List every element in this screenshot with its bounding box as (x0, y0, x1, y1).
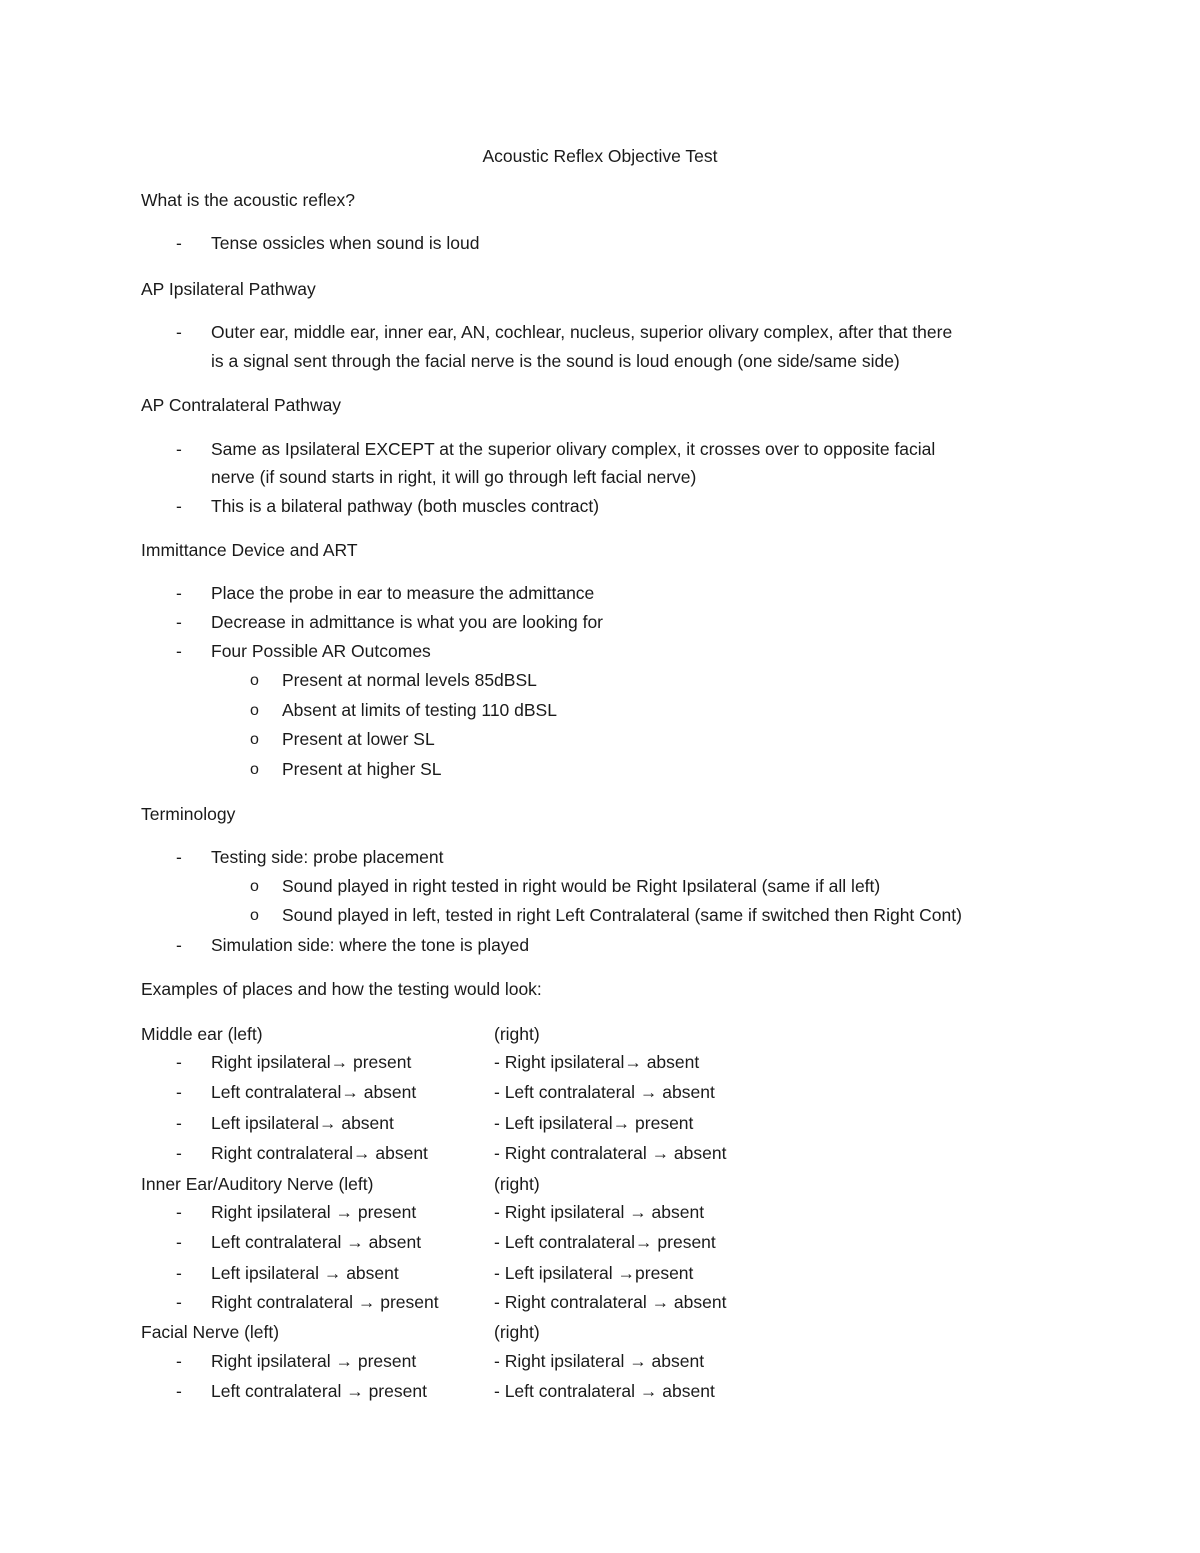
dash-bullet: - (176, 1381, 182, 1401)
sub-list-item: Sound played in right tested in right would be Right Ipsilateral (same if all left) (282, 876, 881, 896)
example-right-item: - Right ipsilateral → absent (494, 1351, 705, 1371)
dash-bullet: - (176, 1113, 182, 1133)
dash-bullet: - (176, 847, 182, 867)
list-item-continuation: is a signal sent through the facial nerve is the sound is loud enough (one side/same side) (211, 351, 900, 371)
section-heading-contralateral: AP Contralateral Pathway (141, 395, 342, 415)
example-heading-facial-nerve-left: Facial Nerve (left) (141, 1322, 280, 1342)
sub-list-item: Absent at limits of testing 110 dBSL (282, 700, 557, 720)
dash-bullet: - (176, 1202, 182, 1222)
section-heading-terminology: Terminology (141, 804, 236, 824)
example-right-item: - Right contralateral → absent (494, 1143, 727, 1163)
section-heading-examples: Examples of places and how the testing would look: (141, 979, 542, 999)
example-right-item: - Right ipsilateral→ absent (494, 1052, 700, 1072)
example-left-item: Right ipsilateral → present (211, 1351, 417, 1371)
sub-list-item: Present at lower SL (282, 729, 435, 749)
dash-bullet: - (176, 1143, 182, 1163)
list-item: Same as Ipsilateral EXCEPT at the superior olivary complex, it crosses over to opposite facial (211, 439, 936, 459)
sub-list-item: Present at higher SL (282, 759, 442, 779)
example-heading-inner-ear-left: Inner Ear/Auditory Nerve (left) (141, 1174, 374, 1194)
example-heading-middle-ear-right: (right) (494, 1024, 540, 1044)
circle-bullet: o (250, 731, 259, 748)
example-right-item: - Right contralateral → absent (494, 1292, 727, 1312)
dash-bullet: - (176, 1232, 182, 1252)
sub-list-item: Sound played in left, tested in right Left Contralateral (same if switched then Right Cont) (282, 905, 962, 925)
dash-bullet: - (176, 1351, 182, 1371)
example-left-item: Left ipsilateral→ absent (211, 1113, 394, 1133)
section-heading-acoustic-reflex: What is the acoustic reflex? (141, 190, 355, 210)
example-left-item: Left ipsilateral → absent (211, 1263, 399, 1283)
example-left-item: Left contralateral → present (211, 1381, 427, 1401)
example-right-item: - Left ipsilateral →present (494, 1263, 694, 1283)
list-item: Testing side: probe placement (211, 847, 444, 867)
example-left-item: Right contralateral→ absent (211, 1143, 428, 1163)
list-item: Outer ear, middle ear, inner ear, AN, cochlear, nucleus, superior olivary complex, after that there (211, 322, 953, 342)
dash-bullet: - (176, 1082, 182, 1102)
example-heading-inner-ear-right: (right) (494, 1174, 540, 1194)
example-right-item: - Left contralateral→ present (494, 1232, 716, 1252)
example-heading-middle-ear-left: Middle ear (left) (141, 1024, 263, 1044)
section-heading-immittance: Immittance Device and ART (141, 540, 358, 560)
example-right-item: - Left contralateral → absent (494, 1082, 715, 1102)
dash-bullet: - (176, 322, 182, 342)
sub-list-item: Present at normal levels 85dBSL (282, 670, 537, 690)
list-item: Place the probe in ear to measure the admittance (211, 583, 595, 603)
example-right-item: - Right ipsilateral → absent (494, 1202, 705, 1222)
list-item: Simulation side: where the tone is played (211, 935, 530, 955)
list-item: Decrease in admittance is what you are looking for (211, 612, 604, 632)
list-item: Tense ossicles when sound is loud (211, 233, 480, 253)
list-item: This is a bilateral pathway (both muscles contract) (211, 496, 600, 516)
dash-bullet: - (176, 612, 182, 632)
circle-bullet: o (250, 761, 259, 778)
circle-bullet: o (250, 702, 259, 719)
circle-bullet: o (250, 907, 259, 924)
dash-bullet: - (176, 439, 182, 459)
dash-bullet: - (176, 641, 182, 661)
dash-bullet: - (176, 1263, 182, 1283)
example-heading-facial-nerve-right: (right) (494, 1322, 540, 1342)
example-left-item: Right ipsilateral→ present (211, 1052, 412, 1072)
dash-bullet: - (176, 1052, 182, 1072)
dash-bullet: - (176, 233, 182, 253)
list-item-continuation: nerve (if sound starts in right, it will go through left facial nerve) (211, 467, 697, 487)
example-right-item: - Left ipsilateral→ present (494, 1113, 694, 1133)
dash-bullet: - (176, 496, 182, 516)
example-left-item: Left contralateral → absent (211, 1232, 422, 1252)
dash-bullet: - (176, 1292, 182, 1312)
list-item: Four Possible AR Outcomes (211, 641, 431, 661)
dash-bullet: - (176, 935, 182, 955)
dash-bullet: - (176, 583, 182, 603)
document-title: Acoustic Reflex Objective Test (482, 146, 718, 166)
example-left-item: Left contralateral→ absent (211, 1082, 417, 1102)
example-right-item: - Left contralateral → absent (494, 1381, 715, 1401)
circle-bullet: o (250, 878, 259, 895)
circle-bullet: o (250, 672, 259, 689)
section-heading-ipsilateral: AP Ipsilateral Pathway (141, 279, 316, 299)
example-left-item: Right contralateral → present (211, 1292, 439, 1312)
example-left-item: Right ipsilateral → present (211, 1202, 417, 1222)
